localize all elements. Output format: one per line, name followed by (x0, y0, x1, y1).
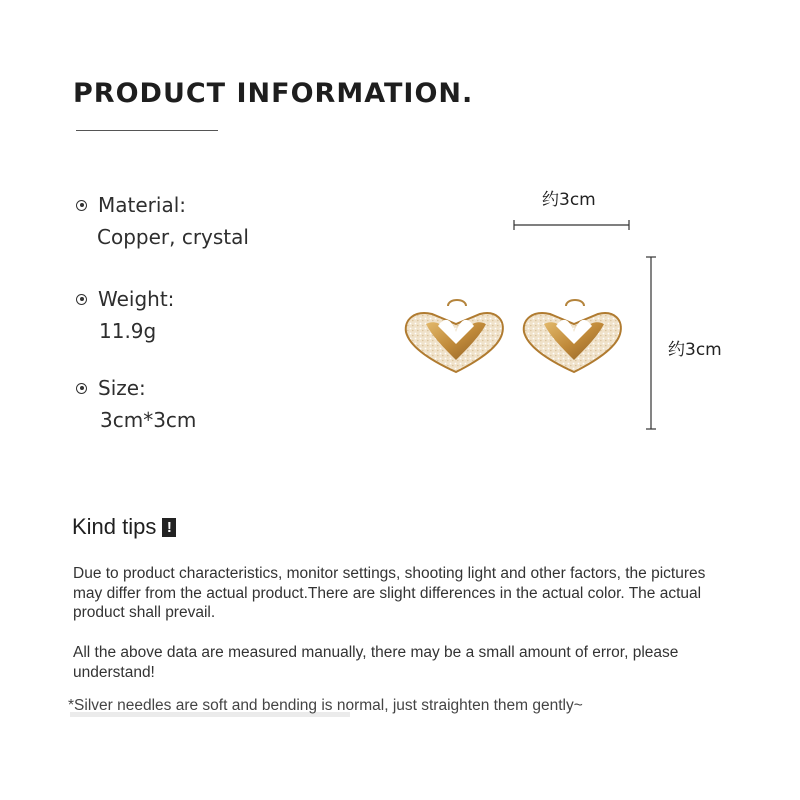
width-dimension-line (514, 220, 629, 230)
height-dimension-line (646, 257, 656, 429)
kind-tips-title: Kind tips (72, 514, 157, 539)
exclamation-icon: ! (162, 518, 176, 537)
spec-material (76, 193, 249, 249)
spec-material-label: Material: (98, 193, 186, 217)
spec-weight-value: 11.9g (99, 319, 157, 343)
tips-paragraph-disclaimer: Due to product characteristics, monitor settings, shooting light and other factors, the pictures may differ from the actual product.There are slight differences in the actual color. The actual product shall prevail. (73, 565, 706, 621)
width-dimension-label: 约3cm (542, 190, 596, 210)
page-title: PRODUCT INFORMATION. (73, 78, 474, 109)
bullet-icon (76, 200, 87, 211)
silver-needle-note: *Silver needles are soft and bending is normal, just straighten them gently~ (68, 697, 583, 714)
tips-paragraph-measurement: All the above data are measured manually, there may be a small amount of error, please understand! (73, 644, 679, 681)
spec-size-label: Size: (98, 376, 146, 400)
spec-weight-label: Weight: (98, 287, 175, 311)
bullet-icon (76, 294, 87, 305)
title-divider (76, 130, 218, 131)
bullet-icon (76, 383, 87, 394)
left-earring (406, 300, 503, 372)
earrings-product-image (390, 210, 670, 440)
spec-size (76, 376, 196, 432)
spec-material-value: Copper, crystal (97, 225, 249, 249)
kind-tips-heading (72, 514, 176, 540)
height-dimension-label: 约3cm (668, 340, 722, 360)
spec-weight (76, 287, 174, 343)
right-earring (524, 300, 621, 372)
spec-size-value: 3cm*3cm (100, 408, 197, 432)
